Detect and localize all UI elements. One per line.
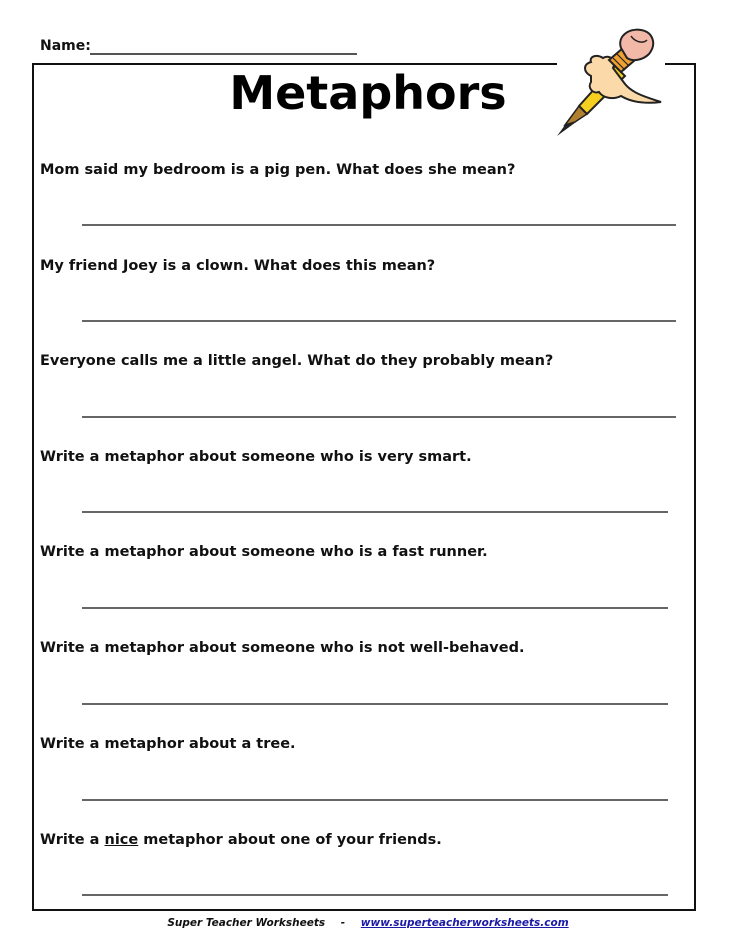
frame-border-right: [694, 63, 696, 911]
answer-line-1[interactable]: [82, 224, 676, 226]
footer-brand: Super Teacher Worksheets: [167, 917, 326, 929]
footer: [0, 917, 736, 929]
question-8-prefix: Write a: [40, 832, 105, 848]
frame-border-top-left: [32, 63, 557, 65]
question-1: Mom said my bedroom is a pig pen. What does she mean?: [40, 162, 516, 178]
question-2: My friend Joey is a clown. What does this mean?: [40, 258, 436, 274]
question-6: Write a metaphor about someone who is not well-behaved.: [40, 640, 525, 656]
answer-line-4[interactable]: [82, 511, 668, 513]
frame-border-bottom: [32, 909, 696, 911]
question-7: Write a metaphor about a tree.: [40, 736, 296, 752]
answer-line-2[interactable]: [82, 320, 676, 322]
footer-separator: -: [340, 917, 346, 929]
frame-border-left: [32, 63, 34, 911]
frame-border-top-right: [665, 63, 696, 65]
page-title: Metaphors: [229, 66, 507, 120]
question-5: Write a metaphor about someone who is a fast runner.: [40, 544, 488, 560]
question-8-suffix: metaphor about one of your friends.: [138, 832, 442, 848]
question-8-emphasis: nice: [104, 832, 139, 848]
name-input-line[interactable]: [90, 53, 357, 55]
answer-line-7[interactable]: [82, 799, 668, 801]
answer-line-5[interactable]: [82, 607, 668, 609]
name-label: Name:: [40, 38, 91, 54]
question-8: [40, 832, 442, 848]
answer-line-8[interactable]: [82, 894, 668, 896]
footer-website-link[interactable]: www.superteacherworksheets.com: [360, 917, 569, 929]
answer-line-3[interactable]: [82, 416, 676, 418]
question-4: Write a metaphor about someone who is very smart.: [40, 449, 472, 465]
hand-holding-pencil-icon: [553, 26, 668, 138]
question-3: Everyone calls me a little angel. What do they probably mean?: [40, 353, 554, 369]
answer-line-6[interactable]: [82, 703, 668, 705]
